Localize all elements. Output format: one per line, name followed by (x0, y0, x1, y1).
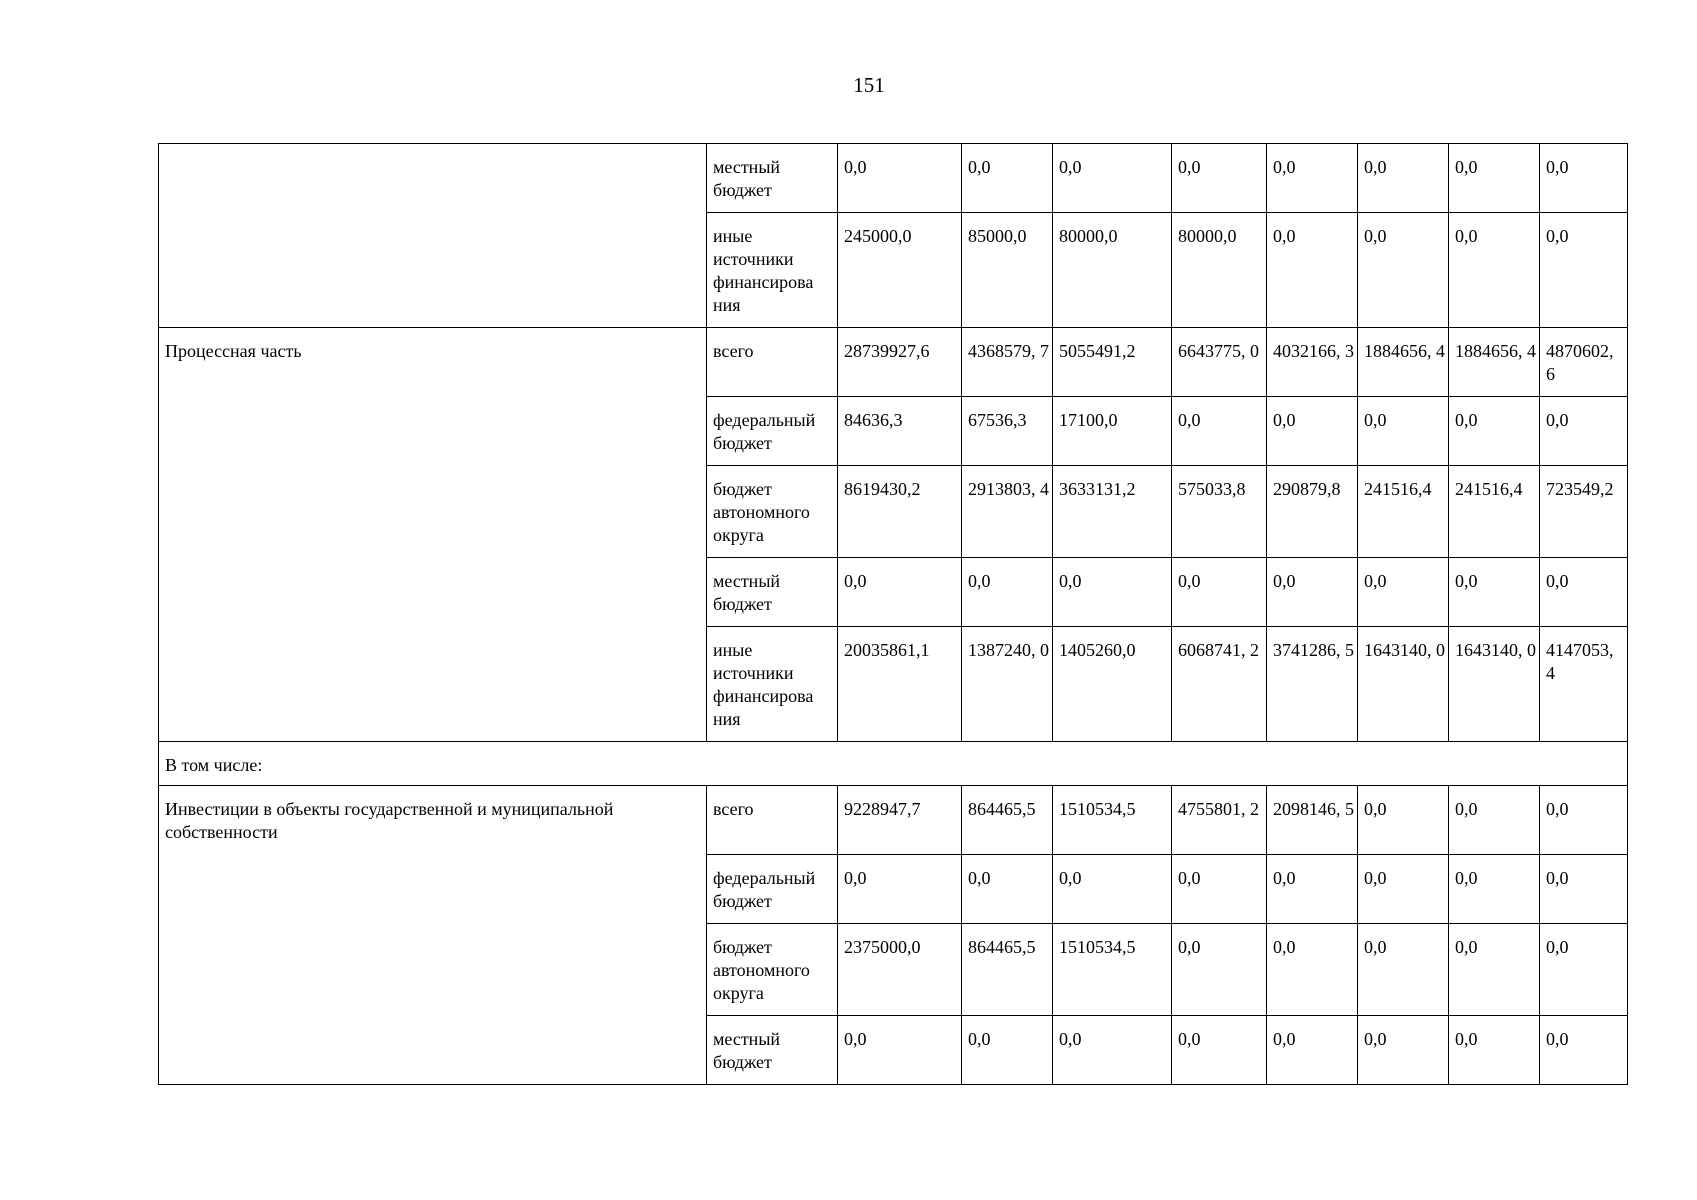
funding-source-cell: бюджет автономного округа (707, 924, 838, 1016)
section-row (159, 742, 1628, 786)
table-row (159, 328, 1628, 397)
value-cell: 4368579, 7 (962, 328, 1053, 397)
value-cell: 0,0 (1449, 924, 1540, 1016)
value-cell: 0,0 (1267, 397, 1358, 466)
value-cell: 80000,0 (1053, 213, 1172, 328)
value-cell: 245000,0 (838, 213, 962, 328)
value-cell: 4870602, 6 (1540, 328, 1628, 397)
value-cell: 0,0 (1172, 924, 1267, 1016)
value-cell: 0,0 (1172, 144, 1267, 213)
funding-source-cell: местный бюджет (707, 558, 838, 627)
value-cell: 0,0 (1053, 855, 1172, 924)
value-cell: 3741286, 5 (1267, 627, 1358, 742)
funding-source-cell: всего (707, 786, 838, 855)
value-cell: 0,0 (1267, 213, 1358, 328)
value-cell: 0,0 (962, 558, 1053, 627)
value-cell: 4032166, 3 (1267, 328, 1358, 397)
value-cell: 0,0 (1449, 144, 1540, 213)
value-cell: 0,0 (838, 558, 962, 627)
funding-source-cell: федеральный бюджет (707, 397, 838, 466)
value-cell: 6068741, 2 (1172, 627, 1267, 742)
value-cell: 0,0 (1358, 1016, 1449, 1085)
value-cell: 9228947,7 (838, 786, 962, 855)
value-cell: 67536,3 (962, 397, 1053, 466)
value-cell: 20035861,1 (838, 627, 962, 742)
funding-source-cell: бюджет автономного округа (707, 466, 838, 558)
value-cell: 0,0 (1449, 558, 1540, 627)
value-cell: 0,0 (962, 144, 1053, 213)
value-cell: 0,0 (1449, 397, 1540, 466)
page-number: 151 (853, 73, 885, 97)
value-cell: 80000,0 (1172, 213, 1267, 328)
group-name-cell: Процессная часть (159, 328, 707, 742)
value-cell: 8619430,2 (838, 466, 962, 558)
value-cell: 0,0 (1358, 924, 1449, 1016)
value-cell: 0,0 (1540, 213, 1628, 328)
value-cell: 864465,5 (962, 786, 1053, 855)
value-cell: 1643140, 0 (1358, 627, 1449, 742)
value-cell: 0,0 (1267, 558, 1358, 627)
funding-source-cell: местный бюджет (707, 1016, 838, 1085)
value-cell: 0,0 (838, 144, 962, 213)
value-cell: 0,0 (962, 855, 1053, 924)
value-cell: 0,0 (1540, 786, 1628, 855)
value-cell: 85000,0 (962, 213, 1053, 328)
value-cell: 0,0 (1540, 397, 1628, 466)
value-cell: 5055491,2 (1053, 328, 1172, 397)
funding-source-cell: местный бюджет (707, 144, 838, 213)
value-cell: 4755801, 2 (1172, 786, 1267, 855)
value-cell: 241516,4 (1449, 466, 1540, 558)
value-cell: 290879,8 (1267, 466, 1358, 558)
group-name-cell: Инвестиции в объекты государственной и муниципальной собственности (159, 786, 707, 1085)
value-cell: 0,0 (1172, 855, 1267, 924)
value-cell: 0,0 (1540, 144, 1628, 213)
value-cell: 1387240, 0 (962, 627, 1053, 742)
value-cell: 0,0 (1540, 924, 1628, 1016)
value-cell: 0,0 (1358, 786, 1449, 855)
value-cell: 0,0 (1449, 786, 1540, 855)
value-cell: 6643775, 0 (1172, 328, 1267, 397)
value-cell: 1884656, 4 (1358, 328, 1449, 397)
value-cell: 0,0 (1172, 1016, 1267, 1085)
financing-table (158, 143, 1628, 1085)
funding-source-cell: федеральный бюджет (707, 855, 838, 924)
value-cell: 0,0 (1540, 558, 1628, 627)
value-cell: 0,0 (1172, 397, 1267, 466)
value-cell: 0,0 (1358, 144, 1449, 213)
value-cell: 0,0 (1053, 144, 1172, 213)
value-cell: 1884656, 4 (1449, 328, 1540, 397)
value-cell: 2375000,0 (838, 924, 962, 1016)
value-cell: 17100,0 (1053, 397, 1172, 466)
value-cell: 723549,2 (1540, 466, 1628, 558)
funding-source-cell: иные источники финансирова ния (707, 213, 838, 328)
value-cell: 0,0 (1358, 558, 1449, 627)
group-name-cell (159, 144, 707, 328)
value-cell: 0,0 (1358, 397, 1449, 466)
value-cell: 3633131,2 (1053, 466, 1172, 558)
table-row (159, 144, 1628, 213)
value-cell: 0,0 (838, 1016, 962, 1085)
value-cell: 2913803, 4 (962, 466, 1053, 558)
value-cell: 575033,8 (1172, 466, 1267, 558)
table-body (159, 144, 1628, 1085)
value-cell: 84636,3 (838, 397, 962, 466)
value-cell: 0,0 (1540, 1016, 1628, 1085)
value-cell: 28739927,6 (838, 328, 962, 397)
value-cell: 0,0 (1267, 1016, 1358, 1085)
value-cell: 241516,4 (1358, 466, 1449, 558)
value-cell: 0,0 (1267, 144, 1358, 213)
value-cell: 0,0 (1358, 213, 1449, 328)
table-row (159, 786, 1628, 855)
value-cell: 0,0 (1172, 558, 1267, 627)
value-cell: 0,0 (1358, 855, 1449, 924)
value-cell: 0,0 (1540, 855, 1628, 924)
section-label: В том числе: (159, 742, 1628, 786)
value-cell: 0,0 (962, 1016, 1053, 1085)
value-cell: 0,0 (1053, 558, 1172, 627)
value-cell: 2098146, 5 (1267, 786, 1358, 855)
value-cell: 0,0 (1449, 213, 1540, 328)
value-cell: 4147053, 4 (1540, 627, 1628, 742)
value-cell: 864465,5 (962, 924, 1053, 1016)
value-cell: 0,0 (1267, 924, 1358, 1016)
value-cell: 1510534,5 (1053, 786, 1172, 855)
value-cell: 0,0 (1449, 1016, 1540, 1085)
value-cell: 0,0 (1267, 855, 1358, 924)
value-cell: 1405260,0 (1053, 627, 1172, 742)
funding-source-cell: всего (707, 328, 838, 397)
value-cell: 1643140, 0 (1449, 627, 1540, 742)
value-cell: 1510534,5 (1053, 924, 1172, 1016)
value-cell: 0,0 (1449, 855, 1540, 924)
funding-source-cell: иные источники финансирова ния (707, 627, 838, 742)
value-cell: 0,0 (1053, 1016, 1172, 1085)
value-cell: 0,0 (838, 855, 962, 924)
